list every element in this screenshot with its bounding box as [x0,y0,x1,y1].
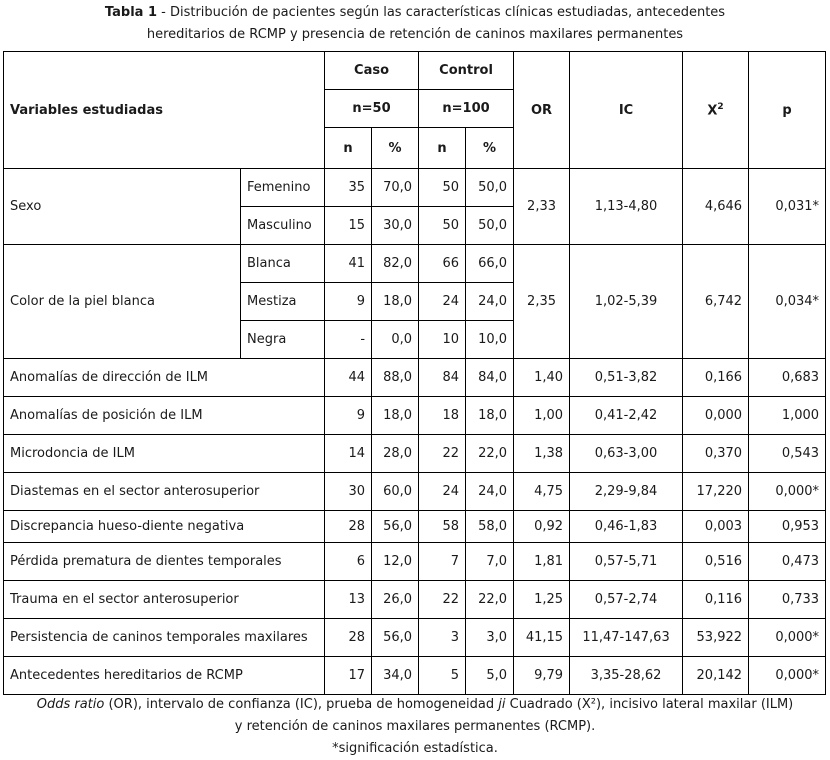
control-pct-cell: 5,0 [466,657,514,695]
ic-cell: 1,13-4,80 [570,169,683,245]
table-row [4,169,826,207]
x2-cell: 0,003 [683,511,749,543]
caption-line-2: hereditarios de RCMP y presencia de retención de caninos maxilares permanentes [146,27,684,42]
p-cell: 0,000* [749,473,826,511]
case-n-cell: 41 [325,245,372,283]
or-cell: 1,40 [514,359,570,397]
or-cell: 4,75 [514,473,570,511]
table-row [4,581,826,619]
case-pct-cell: 56,0 [372,619,419,657]
x2-cell: 20,142 [683,657,749,695]
case-pct-cell: 18,0 [372,397,419,435]
table-row [4,473,826,511]
table-row [4,397,826,435]
row-label: Persistencia de caninos temporales maxilares [4,619,325,657]
header-x2 [683,52,749,169]
subgroup-label: Femenino [241,169,325,207]
control-n-cell: 5 [419,657,466,695]
p-cell: 0,683 [749,359,826,397]
control-pct-cell: 10,0 [466,321,514,359]
control-pct-cell: 7,0 [466,543,514,581]
x2-cell: 0,370 [683,435,749,473]
or-cell: 0,92 [514,511,570,543]
footnote-text-1: (OR), intervalo de confianza (IC), prueba de homogeneidad [104,697,499,712]
table-row [4,511,826,543]
control-n-cell: 50 [419,207,466,245]
row-label: Microdoncia de ILM [4,435,325,473]
case-pct-cell: 12,0 [372,543,419,581]
caption-label: Tabla 1 [104,5,157,20]
header-caso-n-col: n [325,128,372,169]
case-n-cell: 30 [325,473,372,511]
footnote-text-2: Cuadrado (X²), incisivo lateral maxilar (ILM) [505,697,794,712]
case-n-cell: 6 [325,543,372,581]
case-pct-cell: 82,0 [372,245,419,283]
p-cell: 0,733 [749,581,826,619]
control-pct-cell: 3,0 [466,619,514,657]
header-variables: Variables estudiadas [4,52,325,169]
x2-cell: 6,742 [683,245,749,359]
subgroup-label: Negra [241,321,325,359]
control-pct-cell: 22,0 [466,581,514,619]
table-row [4,359,826,397]
header-p: p [749,52,826,169]
group-label: Sexo [4,169,241,245]
case-n-cell: - [325,321,372,359]
case-pct-cell: 60,0 [372,473,419,511]
p-cell: 0,543 [749,435,826,473]
case-pct-cell: 18,0 [372,283,419,321]
case-pct-cell: 26,0 [372,581,419,619]
control-n-cell: 58 [419,511,466,543]
header-control-pct-col: % [466,128,514,169]
row-label: Trauma en el sector anterosuperior [4,581,325,619]
header-or: OR [514,52,570,169]
ic-cell: 0,51-3,82 [570,359,683,397]
p-cell: 0,000* [749,619,826,657]
table-row [4,245,826,283]
or-cell: 1,25 [514,581,570,619]
p-cell: 1,000 [749,397,826,435]
control-n-cell: 18 [419,397,466,435]
case-n-cell: 15 [325,207,372,245]
case-pct-cell: 28,0 [372,435,419,473]
control-n-cell: 84 [419,359,466,397]
or-cell: 2,35 [514,245,570,359]
control-n-cell: 66 [419,245,466,283]
case-n-cell: 28 [325,511,372,543]
caption-text-1: - Distribución de pacientes según las características clínicas estudiadas, antecedentes [157,5,726,20]
control-pct-cell: 24,0 [466,283,514,321]
footnote-line-3: *significación estadística. [332,741,498,756]
control-pct-cell: 18,0 [466,397,514,435]
table-row [4,657,826,695]
ic-cell: 1,02-5,39 [570,245,683,359]
p-cell: 0,034* [749,245,826,359]
x2-cell: 0,516 [683,543,749,581]
control-n-cell: 22 [419,435,466,473]
p-cell: 0,000* [749,657,826,695]
control-n-cell: 24 [419,283,466,321]
header-x2-sup: 2 [717,101,724,112]
case-pct-cell: 34,0 [372,657,419,695]
or-cell: 1,00 [514,397,570,435]
case-n-cell: 9 [325,283,372,321]
x2-cell: 17,220 [683,473,749,511]
ic-cell: 0,46-1,83 [570,511,683,543]
control-n-cell: 7 [419,543,466,581]
or-cell: 41,15 [514,619,570,657]
x2-cell: 0,166 [683,359,749,397]
control-pct-cell: 66,0 [466,245,514,283]
footnote-line-2: y retención de caninos maxilares permanentes (RCMP). [234,719,596,734]
table-row [4,543,826,581]
case-n-cell: 9 [325,397,372,435]
row-label: Anomalías de posición de ILM [4,397,325,435]
row-label: Discrepancia hueso-diente negativa [4,511,325,543]
group-label: Color de la piel blanca [4,245,241,359]
row-label: Diastemas en el sector anterosuperior [4,473,325,511]
table-body [4,52,826,695]
ic-cell: 0,63-3,00 [570,435,683,473]
case-n-cell: 35 [325,169,372,207]
data-table [3,51,826,695]
table-row [4,435,826,473]
control-pct-cell: 84,0 [466,359,514,397]
ic-cell: 0,57-2,74 [570,581,683,619]
subgroup-label: Masculino [241,207,325,245]
subgroup-label: Blanca [241,245,325,283]
control-pct-cell: 22,0 [466,435,514,473]
or-cell: 1,81 [514,543,570,581]
case-pct-cell: 70,0 [372,169,419,207]
control-pct-cell: 50,0 [466,207,514,245]
header-ic: IC [570,52,683,169]
row-label: Pérdida prematura de dientes temporales [4,543,325,581]
control-pct-cell: 24,0 [466,473,514,511]
header-caso-pct-col: % [372,128,419,169]
control-n-cell: 50 [419,169,466,207]
p-cell: 0,953 [749,511,826,543]
x2-cell: 0,116 [683,581,749,619]
header-control-n: n=100 [419,90,514,128]
table-row [4,619,826,657]
footnote-line-1 [0,694,830,716]
case-n-cell: 14 [325,435,372,473]
footnote-italic-1: Odds ratio [36,697,105,712]
header-caso-n: n=50 [325,90,419,128]
case-n-cell: 13 [325,581,372,619]
control-n-cell: 10 [419,321,466,359]
or-cell: 1,38 [514,435,570,473]
caption-line-1 [0,2,830,24]
case-pct-cell: 56,0 [372,511,419,543]
subgroup-label: Mestiza [241,283,325,321]
control-n-cell: 24 [419,473,466,511]
ic-cell: 3,35-28,62 [570,657,683,695]
header-caso: Caso [325,52,419,90]
or-cell: 9,79 [514,657,570,695]
table-caption [0,0,830,50]
ic-cell: 0,57-5,71 [570,543,683,581]
case-pct-cell: 88,0 [372,359,419,397]
control-pct-cell: 50,0 [466,169,514,207]
x2-cell: 53,922 [683,619,749,657]
header-control-n-col: n [419,128,466,169]
control-n-cell: 22 [419,581,466,619]
p-cell: 0,473 [749,543,826,581]
ic-cell: 0,41-2,42 [570,397,683,435]
row-label: Antecedentes hereditarios de RCMP [4,657,325,695]
footnote-italic-2: ji [498,697,506,712]
header-control: Control [419,52,514,90]
p-cell: 0,031* [749,169,826,245]
case-n-cell: 28 [325,619,372,657]
control-n-cell: 3 [419,619,466,657]
x2-cell: 0,000 [683,397,749,435]
row-label: Anomalías de dirección de ILM [4,359,325,397]
control-pct-cell: 58,0 [466,511,514,543]
x2-cell: 4,646 [683,169,749,245]
or-cell: 2,33 [514,169,570,245]
case-n-cell: 44 [325,359,372,397]
ic-cell: 11,47-147,63 [570,619,683,657]
case-pct-cell: 30,0 [372,207,419,245]
table-footnote [0,694,830,760]
ic-cell: 2,29-9,84 [570,473,683,511]
header-x2-label: X [707,103,718,119]
case-n-cell: 17 [325,657,372,695]
case-pct-cell: 0,0 [372,321,419,359]
